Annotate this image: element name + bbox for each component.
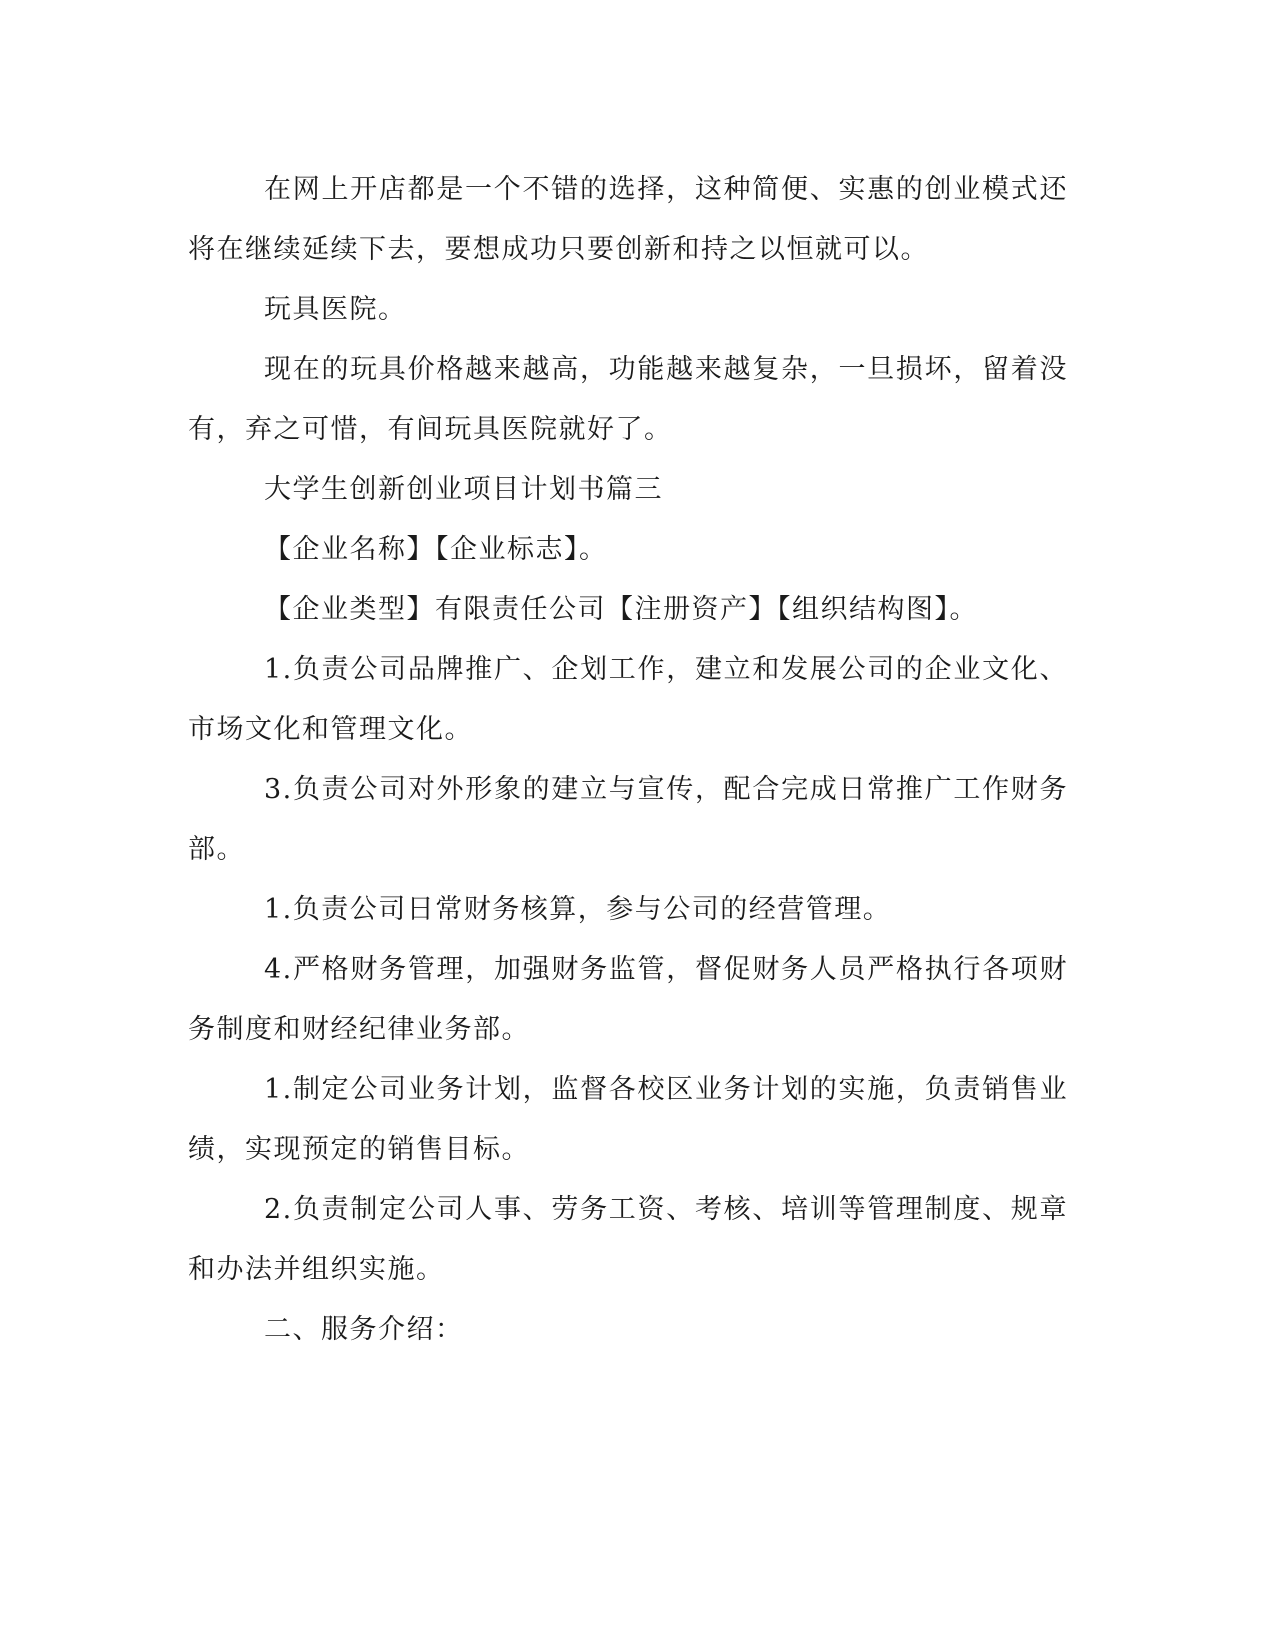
list-item-hr-policy: 2.负责制定公司人事、劳务工资、考核、培训等管理制度、规章和办法并组织实施。 bbox=[188, 1194, 1068, 1285]
paragraph-company-type: 【企业类型】有限责任公司【注册资产】【组织结构图】。 bbox=[264, 594, 978, 625]
section-heading-part-three: 大学生创新创业项目计划书篇三 bbox=[264, 474, 663, 505]
list-item-business-plan: 1.制定公司业务计划，监督各校区业务计划的实施，负责销售业绩，实现预定的销售目标。 bbox=[188, 1074, 1068, 1165]
list-item-brand-promotion: 1.负责公司品牌推广、企划工作，建立和发展公司的企业文化、市场文化和管理文化。 bbox=[188, 654, 1068, 745]
paragraph-toy-hospital-desc: 现在的玩具价格越来越高，功能越来越复杂，一旦损坏，留着没有，弃之可惜，有间玩具医院就好了。 bbox=[188, 354, 1068, 445]
section-heading-service-intro: 二、服务介绍： bbox=[264, 1314, 464, 1345]
document-body bbox=[188, 160, 1068, 1360]
paragraph-company-name-logo: 【企业名称】【企业标志】。 bbox=[264, 534, 608, 565]
list-item-financial-accounting: 1.负责公司日常财务核算，参与公司的经营管理。 bbox=[264, 894, 892, 925]
list-item-external-image: 3.负责公司对外形象的建立与宣传，配合完成日常推广工作财务部。 bbox=[188, 774, 1068, 865]
paragraph-toy-hospital-title: 玩具医院。 bbox=[264, 294, 407, 325]
paragraph-online-store: 在网上开店都是一个不错的选择，这种简便、实惠的创业模式还将在继续延续下去，要想成功只要创新和持之以恒就可以。 bbox=[188, 174, 1068, 265]
list-item-financial-management: 4.严格财务管理，加强财务监管，督促财务人员严格执行各项财务制度和财经纪律业务部。 bbox=[188, 954, 1068, 1045]
